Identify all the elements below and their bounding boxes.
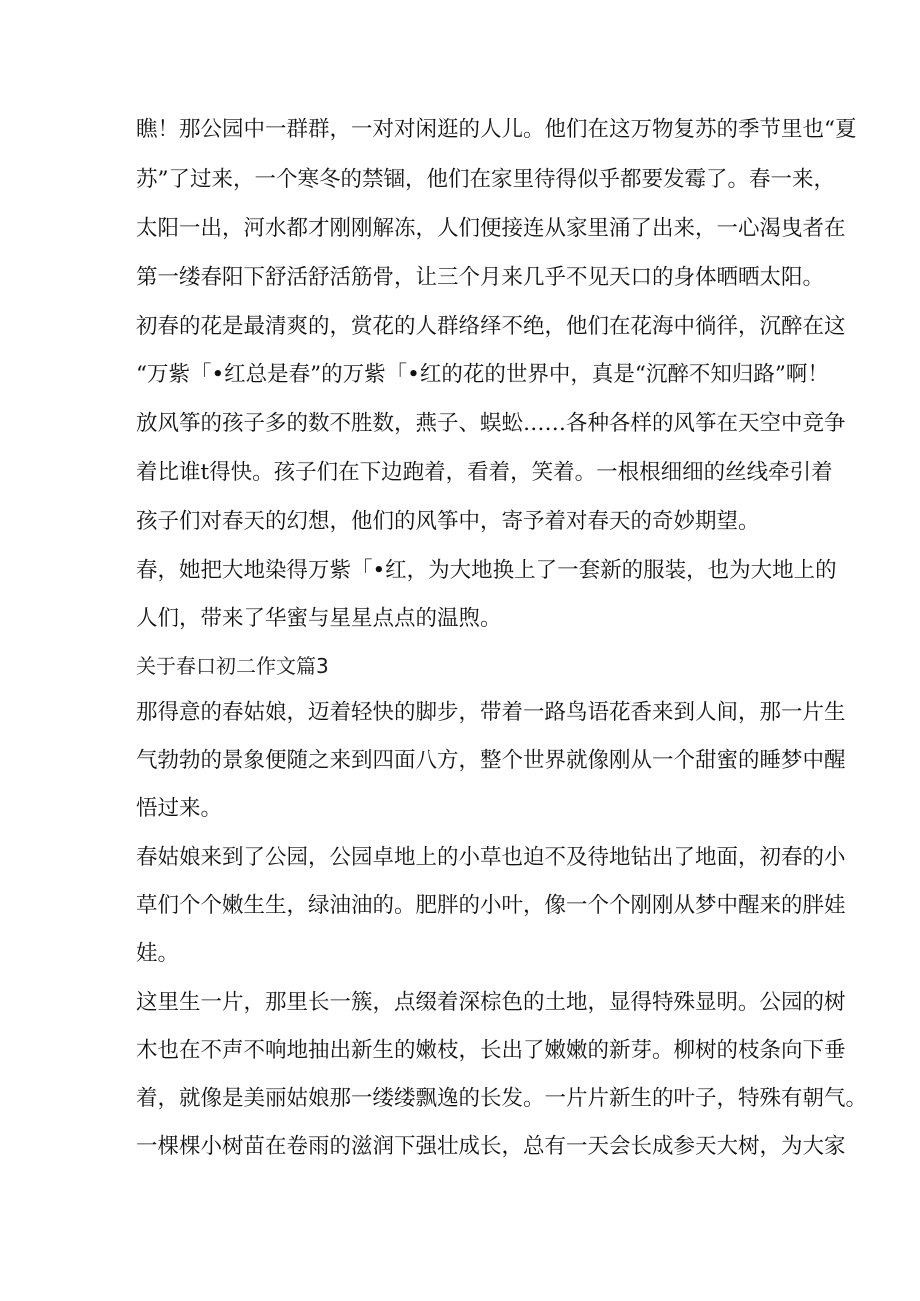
text-line: 着比谁t得快。孩子们在下边跑着，看着，笑着。一根根细细的丝线牵引着 [136, 460, 833, 485]
text-line: 太阳一出，河水都才刚刚解冻，人们便接连从家里涌了出来，一心渴曳者在 [136, 216, 846, 241]
text-line: 初春的花是最清爽的，赏花的人群络绎不绝，他们在花海中徜徉，沉醉在这 [136, 314, 846, 339]
text-line: 那得意的春姑娘，迈着轻快的脚步，带着一路鸟语花香来到人间，那一片生 [136, 700, 846, 725]
text-line: 气勃勃的景象便随之来到四面八方，整个世界就像刚从一个甜蜜的睡梦中醒 [136, 748, 846, 773]
text-line: 这里生一片，那里长一簇，点缀着深棕色的土地，显得特殊显明。公园的树 [136, 990, 846, 1015]
text-line: “万紫「•红总是春”的万紫「•红的花的世界中，真是“沉醉不知归路”啊！ [136, 362, 829, 387]
text-line: 第一缕春阳下舒活舒活筋骨，让三个月来几乎不见天口的身体晒晒太阳。 [136, 265, 825, 290]
text-line: 娃。 [136, 941, 180, 966]
text-line: 春，她把大地染得万紫「•红，为大地换上了一套新的服装，也为大地上的 [136, 558, 837, 583]
text-line: 草们个个嫩生生，绿油油的。肥胖的小叶，像一个个刚刚从梦中醒来的胖娃 [136, 893, 846, 918]
text-line: 悟过来。 [136, 796, 223, 821]
text-line: 木也在不声不响地抽出新生的嫩枝，长出了嫩嫩的新芽。柳树的枝条向下垂 [136, 1038, 846, 1063]
text-line: 孩子们对春天的幻想，他们的风筝中，寄予着对春天的奇妙期望。 [136, 509, 760, 534]
text-line: 苏”了过来，一个寒冬的禁锢，他们在家里待得似乎都要发霉了。春一来， [136, 167, 835, 192]
text-line: 人们，带来了华蜜与星星点点的温煦。 [136, 606, 502, 631]
text-line: 瞧！那公园中一群群，一对对闲逛的人儿。他们在这万物复苏的季节里也“夏 [136, 117, 857, 142]
text-line: 春姑娘来到了公园，公园卓地上的小草也迫不及待地钻出了地面，初春的小 [136, 845, 846, 870]
text-line: 一棵棵小树苗在卷雨的滋润下强壮成长，总有一天会长成参天大树，为大家 [136, 1134, 846, 1159]
text-line: 着，就像是美丽姑娘那一缕缕飘逸的长发。一片片新生的叶子，特殊有朝气。 [136, 1086, 868, 1111]
text-line: 放风筝的孩子多的数不胜数，燕子、蜈蚣……各种各样的风筝在天空中竞争 [136, 411, 846, 436]
section-heading: 关于春口初二作文篇3 [136, 654, 329, 678]
